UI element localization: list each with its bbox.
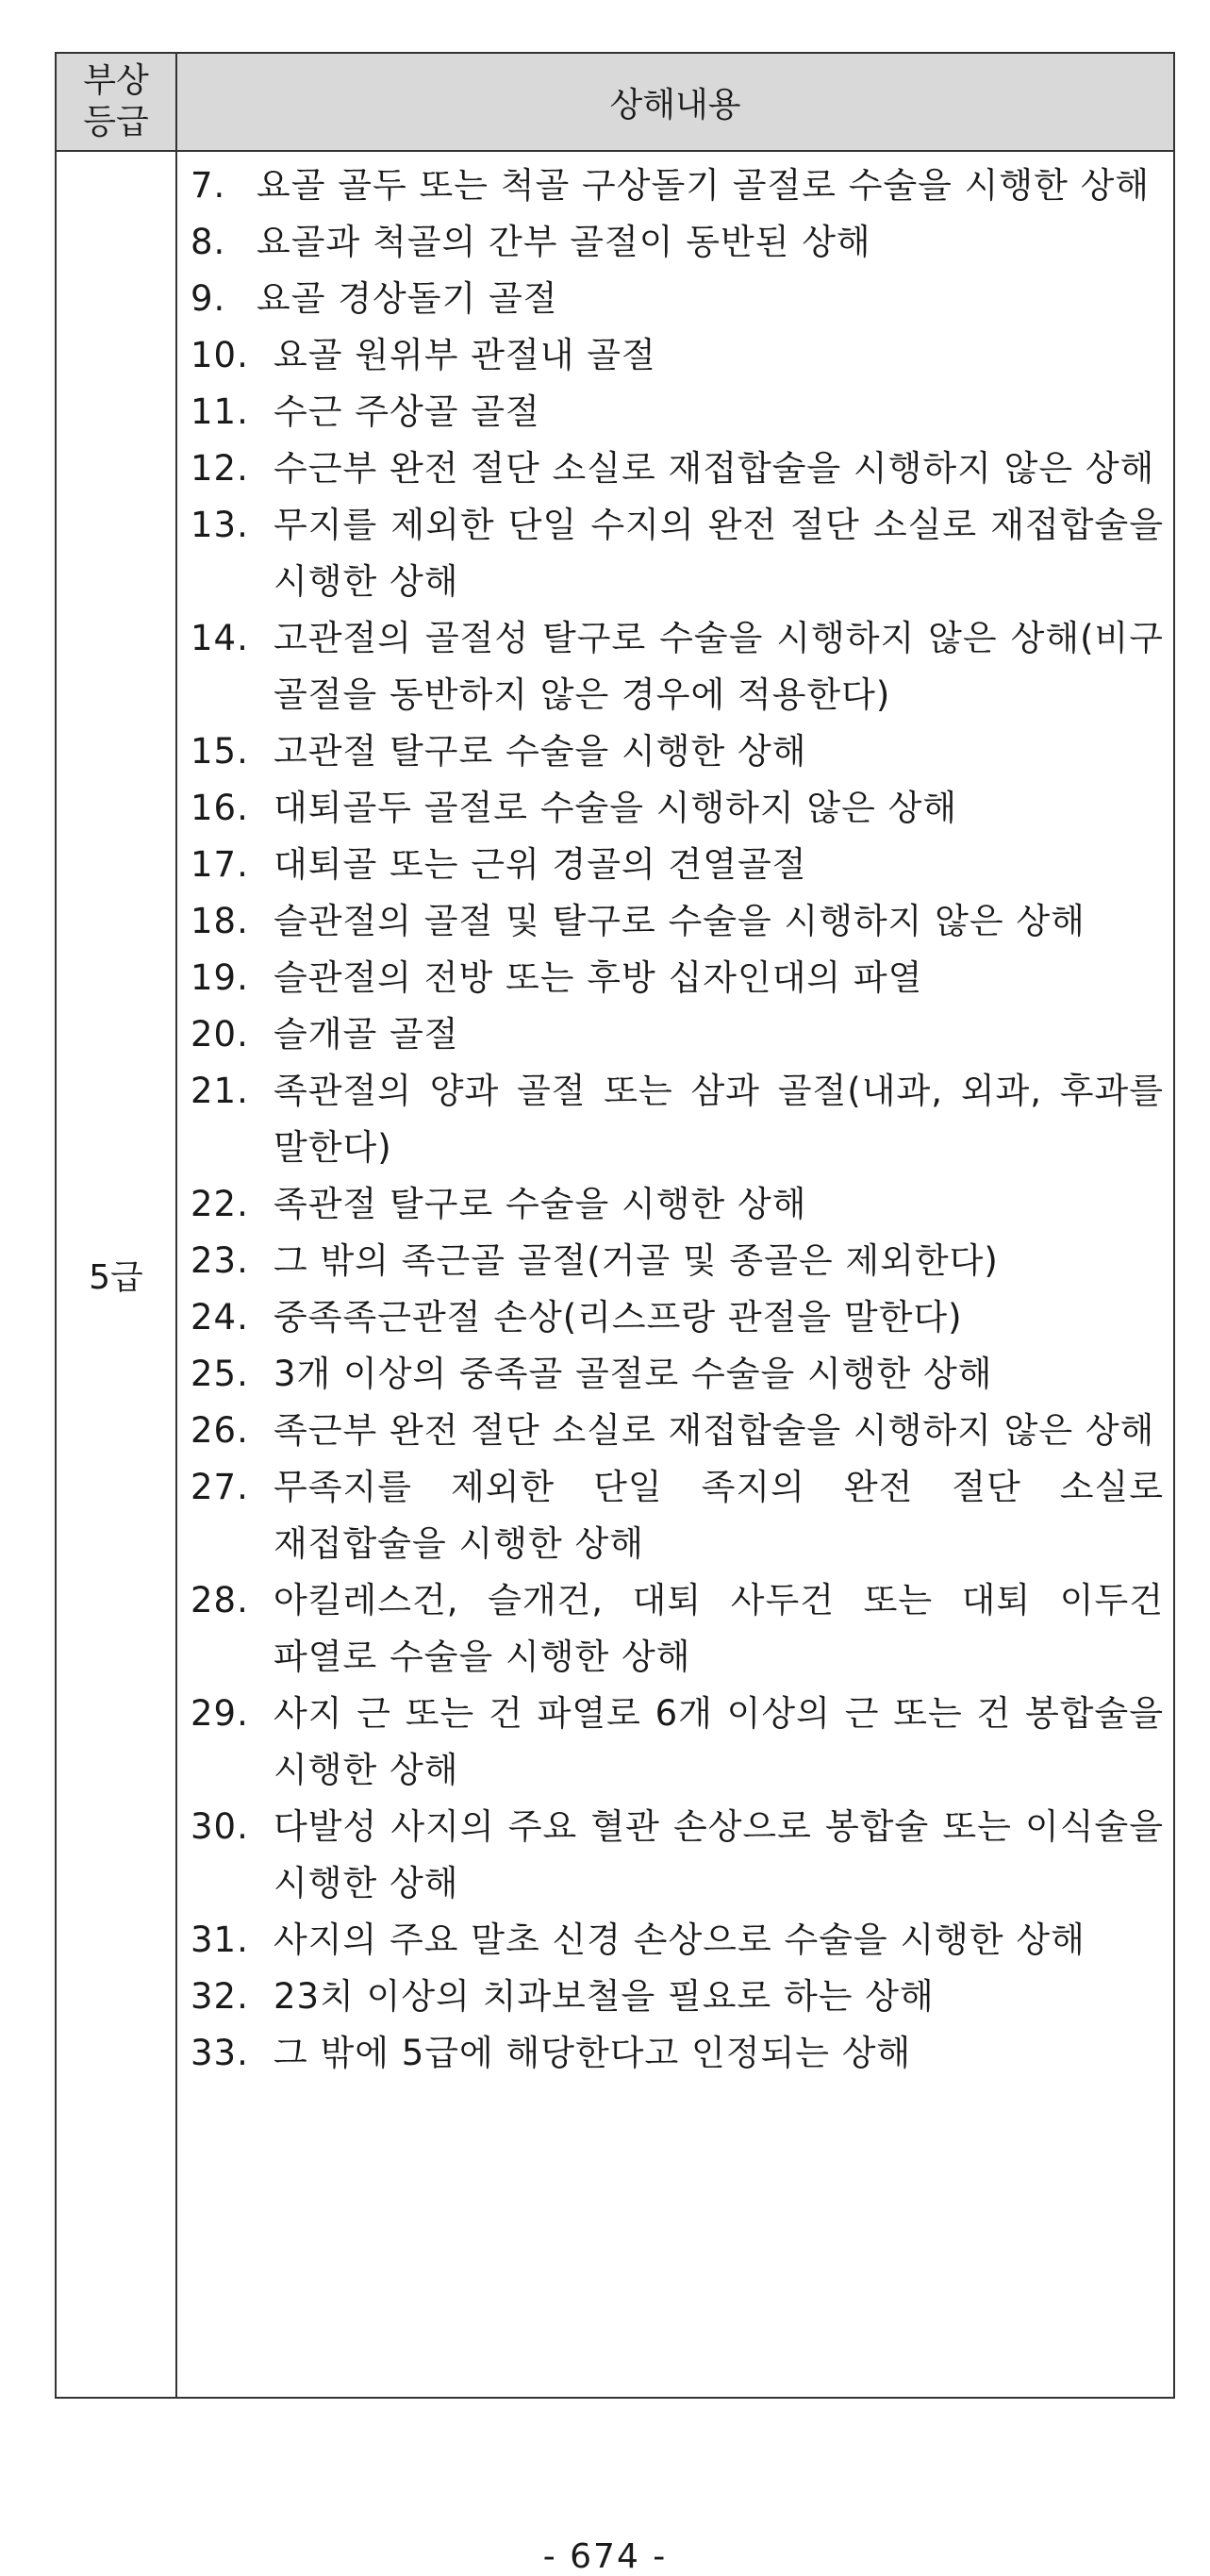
list-item	[191, 1969, 1164, 2025]
item-number: 18.	[191, 901, 249, 941]
header-injury-content: 상해내용	[176, 53, 1174, 151]
item-text: 고관절 탈구로 수술을 시행한 상해	[273, 731, 807, 772]
item-text: 고관절의 골절성 탈구로 수술을 시행하지 않은 상해(비구 골절을 동반하지 않은 경우에 적용한다)	[273, 618, 1164, 715]
injury-item-list	[191, 158, 1164, 2082]
list-item	[191, 1233, 1164, 1289]
item-text: 무족지를 제외한 단일 족지의 완전 절단 소실로 재접합술을 시행한 상해	[273, 1467, 1164, 1564]
item-number: 32.	[191, 1976, 249, 2017]
list-item	[191, 1289, 1164, 1346]
item-number: 24.	[191, 1297, 249, 1338]
item-text: 대퇴골두 골절로 수술을 시행하지 않은 상해	[273, 788, 958, 828]
item-text: 족근부 완전 절단 소실로 재접합술을 시행하지 않은 상해	[273, 1410, 1155, 1451]
item-text: 아킬레스건, 슬개건, 대퇴 사두건 또는 대퇴 이두건 파열로 수술을 시행한 상해	[273, 1580, 1164, 1677]
item-number: 22.	[191, 1184, 249, 1224]
item-text: 사지의 주요 말초 신경 손상으로 수술을 시행한 상해	[273, 1920, 1086, 1960]
list-item	[191, 893, 1164, 950]
header-grade-line2: 등급	[83, 103, 149, 141]
list-item	[191, 610, 1164, 723]
item-text: 요골 경상돌기 골절	[257, 278, 558, 319]
item-number: 15.	[191, 731, 249, 772]
item-number: 27.	[191, 1467, 249, 1507]
list-item	[191, 723, 1164, 780]
list-item	[191, 1799, 1164, 1912]
item-text: 대퇴골 또는 근위 경골의 견열골절	[273, 844, 807, 885]
list-item	[191, 1403, 1164, 1459]
item-text: 요골 골두 또는 척골 구상돌기 골절로 수술을 시행한 상해	[257, 165, 1151, 206]
item-number: 26.	[191, 1410, 249, 1451]
item-text: 무지를 제외한 단일 수지의 완전 절단 소실로 재접합술을 시행한 상해	[273, 505, 1164, 602]
item-number: 21.	[191, 1071, 249, 1111]
item-number: 14.	[191, 618, 249, 658]
item-number: 25.	[191, 1354, 249, 1394]
item-number: 9.	[191, 278, 226, 319]
item-text: 요골 원위부 관절내 골절	[273, 335, 656, 375]
item-number: 29.	[191, 1693, 249, 1734]
grade-cell: 5급	[56, 151, 176, 2398]
item-text: 그 밖에 5급에 해당한다고 인정되는 상해	[273, 2033, 912, 2073]
injury-grade-table	[55, 52, 1175, 2399]
item-text: 그 밖의 족근골 골절(거골 및 종골은 제외한다)	[273, 1240, 999, 1281]
item-number: 30.	[191, 1806, 249, 1847]
item-text: 사지 근 또는 건 파열로 6개 이상의 근 또는 건 봉합술을 시행한 상해	[273, 1693, 1164, 1790]
list-item	[191, 1063, 1164, 1176]
item-text: 3개 이상의 중족골 골절로 수술을 시행한 상해	[273, 1354, 993, 1394]
item-number: 31.	[191, 1920, 249, 1960]
item-number: 20.	[191, 1014, 249, 1055]
item-number: 8.	[191, 222, 226, 262]
list-item	[191, 780, 1164, 837]
item-number: 17.	[191, 844, 249, 885]
list-item	[191, 1912, 1164, 1969]
item-text: 족관절의 양과 골절 또는 삼과 골절(내과, 외과, 후과를 말한다)	[273, 1071, 1164, 1168]
item-number: 7.	[191, 165, 226, 206]
list-item	[191, 837, 1164, 893]
item-number: 13.	[191, 505, 249, 545]
list-item	[191, 271, 1164, 327]
item-text: 슬개골 골절	[273, 1014, 459, 1055]
item-number: 16.	[191, 788, 249, 828]
item-number: 12.	[191, 448, 249, 489]
list-item	[191, 214, 1164, 271]
content-cell	[176, 151, 1174, 2398]
item-text: 다발성 사지의 주요 혈관 손상으로 봉합술 또는 이식술을 시행한 상해	[273, 1806, 1164, 1903]
item-number: 10.	[191, 335, 249, 375]
list-item	[191, 327, 1164, 384]
item-text: 수근부 완전 절단 소실로 재접합술을 시행하지 않은 상해	[273, 448, 1155, 489]
list-item	[191, 1572, 1164, 1686]
header-injury-grade	[56, 53, 176, 151]
item-text: 슬관절의 골절 및 탈구로 수술을 시행하지 않은 상해	[273, 901, 1086, 941]
item-number: 23.	[191, 1240, 249, 1281]
list-item	[191, 1176, 1164, 1233]
list-item	[191, 158, 1164, 214]
header-grade-line1: 부상	[83, 61, 149, 100]
list-item	[191, 1006, 1164, 1063]
list-item	[191, 384, 1164, 440]
item-number: 33.	[191, 2033, 249, 2073]
list-item	[191, 1459, 1164, 1572]
item-text: 요골과 척골의 간부 골절이 동반된 상해	[257, 222, 871, 262]
item-text: 수근 주상골 골절	[273, 391, 540, 432]
page-number: - 674 -	[542, 2537, 668, 2576]
item-number: 28.	[191, 1580, 249, 1620]
item-text: 중족족근관절 손상(리스프랑 관절을 말한다)	[273, 1297, 963, 1338]
table-header-row	[56, 53, 1174, 151]
table-row	[56, 151, 1174, 2398]
list-item	[191, 950, 1164, 1006]
list-item	[191, 1686, 1164, 1799]
list-item	[191, 2025, 1164, 2082]
item-text: 족관절 탈구로 수술을 시행한 상해	[273, 1184, 807, 1224]
item-text: 슬관절의 전방 또는 후방 십자인대의 파열	[273, 957, 923, 998]
item-number: 19.	[191, 957, 249, 998]
list-item	[191, 497, 1164, 610]
list-item	[191, 1346, 1164, 1403]
list-item	[191, 440, 1164, 497]
item-text: 23치 이상의 치과보철을 필요로 하는 상해	[273, 1976, 935, 2017]
item-number: 11.	[191, 391, 249, 432]
